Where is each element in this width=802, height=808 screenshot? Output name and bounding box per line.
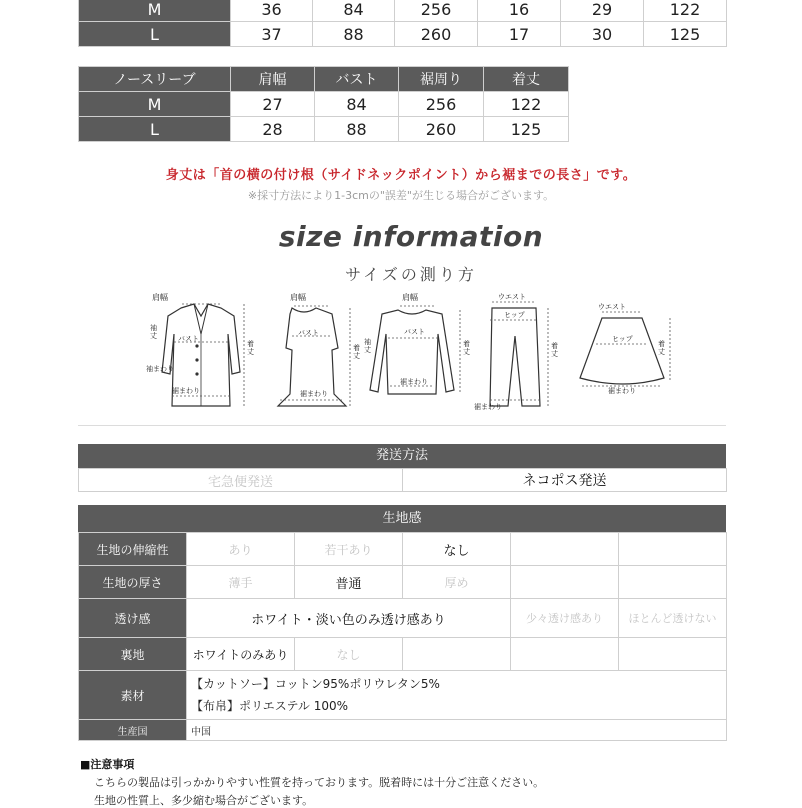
hip-label: ヒップ [612,335,633,343]
shoulder-label: 肩幅 [152,293,168,302]
hip-label: ヒップ [504,311,525,319]
fabric-table [78,532,727,741]
section-divider [78,425,726,426]
hem-label: 裾まわり [400,378,428,386]
hem-label: 裾まわり [474,403,502,411]
shipping-option-takkyubin: 宅急便発送 [79,469,403,492]
bust-label: バスト [178,335,199,343]
material-line: 【カットソー】コットン95%ポリウレタン5% [191,677,440,691]
table-cell: 27 [231,92,315,117]
length-label: 着丈 [247,340,254,356]
table-cell: 17 [478,22,561,47]
hem-label: 裾まわり [172,387,200,395]
table-row [79,533,727,566]
table-cell: 260 [399,117,484,142]
shirt-diagram [362,294,472,414]
table-cell: 36 [231,0,313,22]
stretch-option [511,533,619,566]
table-cell: 88 [315,117,399,142]
stretch-option: 若干あり [295,533,403,566]
caution-title: ■注意事項 [80,758,135,771]
table-row [79,22,727,47]
origin-label: 生産国 [79,720,187,741]
table-cell: 260 [395,22,478,47]
shipping-table [78,468,727,492]
thickness-option [511,566,619,599]
table-header: 肩幅 [231,67,315,92]
stretch-option-selected: なし [403,533,511,566]
bust-label: バスト [404,328,425,336]
size-label: M [79,0,231,22]
hem-label: 裾まわり [608,387,636,395]
size-table-sleeveless [78,66,569,142]
waist-label: ウエスト [498,293,526,301]
material-value [187,671,727,720]
cuff-label: 袖まわり [146,365,174,373]
table-cell: 122 [644,0,727,22]
sleeve-label: 袖丈 [150,324,157,340]
table-cell: 84 [315,92,399,117]
material-line: 【布帛】ポリエステル 100% [191,699,349,713]
hem-label: 裾まわり [300,390,328,398]
size-info-subtitle: サイズの測り方 [345,265,477,284]
body-length-note: 身丈は「首の横の付け根（サイドネックポイント）から裾までの長さ」です。 [165,168,637,183]
waist-label: ウエスト [598,303,626,311]
size-table-1 [78,0,727,47]
table-header: バスト [315,67,399,92]
sheer-option: ほとんど透けない [619,599,727,638]
sheer-option-selected: ホワイト・淡い色のみ透け感あり [187,599,511,638]
table-row [79,599,727,638]
size-label: M [79,92,231,117]
table-cell: 28 [231,117,315,142]
length-label: 着丈 [551,342,558,358]
stretch-option [619,533,727,566]
lining-option-selected: ホワイトのみあり [187,638,295,671]
size-info-title: size information [278,220,544,253]
shirt-outline [362,294,472,414]
table-row [79,566,727,599]
shipping-option-nekopos: ネコポス発送 [403,469,727,492]
table-row [79,638,727,671]
table-cell: 37 [231,22,313,47]
lining-option: なし [295,638,403,671]
table-header: ノースリーブ [79,67,231,92]
sleeve-label: 袖丈 [364,338,371,354]
table-cell: 125 [644,22,727,47]
length-label: 着丈 [658,340,665,356]
thickness-label: 生地の厚さ [79,566,187,599]
table-row [79,117,569,142]
table-cell: 88 [313,22,395,47]
measurement-error-note: ※採寸方法により1-3cmの"誤差"が生じる場合がございます。 [247,189,555,202]
shoulder-label: 肩幅 [290,293,306,302]
skirt-diagram [568,296,678,406]
size-label: L [79,117,231,142]
table-header: 着丈 [484,67,569,92]
fabric-section [78,505,726,741]
pants-diagram [470,290,566,414]
stretch-label: 生地の伸縮性 [79,533,187,566]
table-cell: 125 [484,117,569,142]
thickness-option [619,566,727,599]
table-cell: 29 [561,0,644,22]
table-row [79,0,727,22]
thickness-option-selected: 普通 [295,566,403,599]
sheer-option: 少々透け感あり [511,599,619,638]
caution-line: 生地の性質上、多少縮む場合がございます。 [94,794,314,807]
table-row [79,671,727,720]
length-label: 着丈 [463,340,470,356]
shoulder-label: 肩幅 [402,293,418,302]
table-cell: 122 [484,92,569,117]
coat-diagram [146,294,256,414]
stretch-option: あり [187,533,295,566]
thickness-option: 薄手 [187,566,295,599]
sheer-label: 透け感 [79,599,187,638]
table-cell: 256 [395,0,478,22]
lining-label: 裏地 [79,638,187,671]
shipping-section [78,444,726,492]
material-label: 素材 [79,671,187,720]
fabric-title: 生地感 [78,505,726,532]
table-header-row [79,67,569,92]
table-header: 裾周り [399,67,484,92]
table-cell: 256 [399,92,484,117]
table-row [79,720,727,741]
table-cell: 84 [313,0,395,22]
caution-line: こちらの製品は引っかかりやすい性質を持っております。脱着時には十分ご注意ください。 [94,776,545,789]
shipping-title: 発送方法 [78,444,726,468]
table-cell: 16 [478,0,561,22]
coat-outline [146,294,256,414]
thickness-option: 厚め [403,566,511,599]
table-row [79,92,569,117]
length-label: 着丈 [353,344,360,360]
table-cell: 30 [561,22,644,47]
dress-diagram [262,294,362,414]
table-row [79,469,727,492]
size-label: L [79,22,231,47]
bust-label: バスト [298,329,319,337]
origin-value: 中国 [187,720,727,741]
